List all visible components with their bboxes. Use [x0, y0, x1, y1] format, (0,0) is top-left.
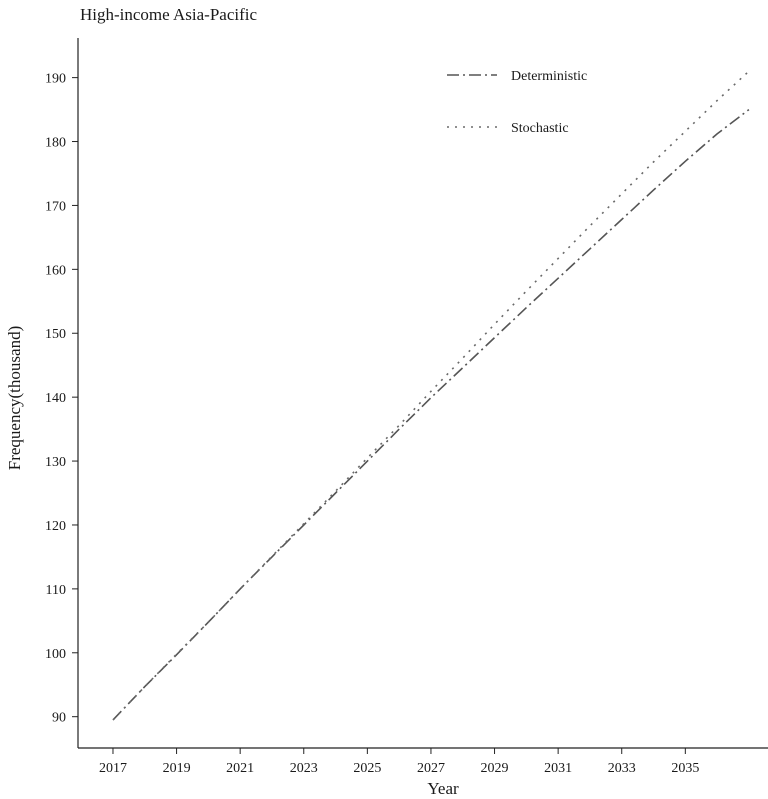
- x-tick-label: 2035: [671, 761, 700, 776]
- x-tick-label: 2023: [289, 761, 318, 776]
- series-line-deterministic: [113, 110, 749, 720]
- x-tick-label: 2031: [544, 761, 573, 776]
- series-line-stochastic: [113, 71, 749, 720]
- tick-marks: [45, 72, 699, 776]
- y-tick-label: 190: [45, 71, 66, 87]
- y-tick-label: 110: [45, 582, 66, 598]
- y-tick-label: 130: [45, 455, 66, 471]
- y-tick-label: 170: [45, 199, 66, 215]
- x-tick-label: 2019: [162, 761, 191, 776]
- legend-label-stochastic: Stochastic: [511, 121, 569, 136]
- y-tick-label: 90: [52, 710, 66, 726]
- series-layer: [113, 71, 749, 720]
- y-tick-label: 150: [45, 327, 66, 343]
- x-axis-label: Year: [427, 779, 459, 798]
- x-tick-label: 2029: [480, 761, 509, 776]
- y-tick-label: 160: [45, 263, 66, 279]
- x-tick-label: 2033: [607, 761, 636, 776]
- legend-label-deterministic: Deterministic: [511, 69, 588, 84]
- chart-title: High-income Asia-Pacific: [80, 5, 258, 24]
- axes: [78, 38, 768, 748]
- y-tick-label: 140: [45, 391, 66, 407]
- y-tick-label: 100: [45, 646, 66, 662]
- x-tick-label: 2027: [416, 761, 445, 776]
- x-tick-label: 2025: [353, 761, 382, 776]
- x-tick-label: 2021: [226, 761, 255, 776]
- y-axis-label: Frequency(thousand): [5, 325, 24, 471]
- x-tick-label: 2017: [98, 761, 127, 776]
- y-tick-label: 120: [45, 518, 66, 534]
- y-tick-label: 180: [45, 135, 66, 151]
- legend: [447, 69, 587, 136]
